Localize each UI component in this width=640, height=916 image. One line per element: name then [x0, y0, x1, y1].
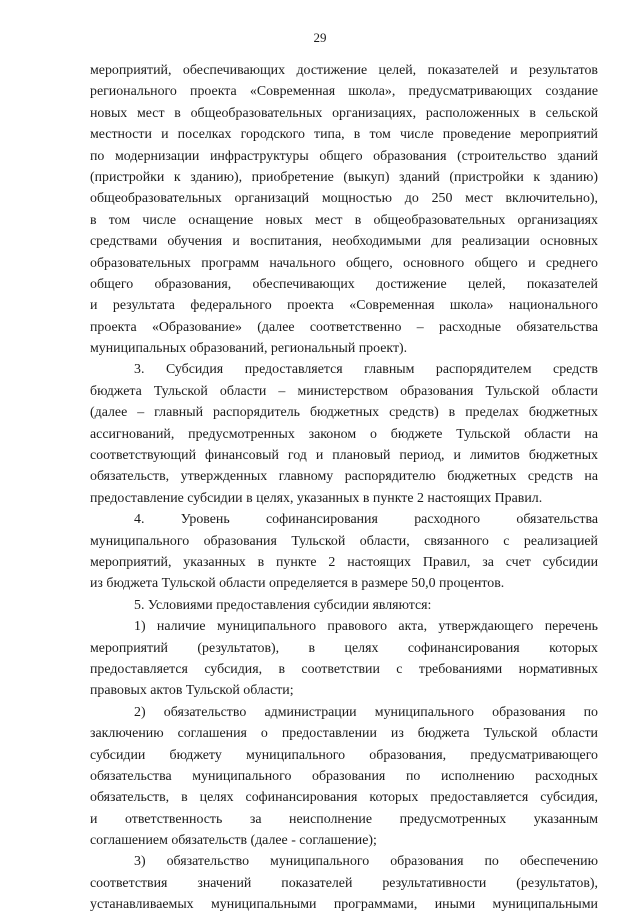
text-line: из бюджета Тульской области определяется в размере 50,0 процентов. — [90, 576, 505, 592]
text-line: (далее – главный распорядитель бюджетных средств) в пределах бюджетных — [90, 405, 598, 421]
text-line: образовательных программ начального общего, основного общего и среднего — [90, 255, 598, 271]
text-line: новых мест в общеобразовательных организациях, расположенных в сельской — [90, 105, 598, 121]
text-line: 3) обязательство муниципального образования по обеспечению — [134, 854, 598, 870]
text-line: субсидии бюджету муниципального образования, предусматривающего — [90, 747, 598, 763]
text-line: и результата федерального проекта «Современная школа» национального — [90, 298, 598, 314]
paragraph — [90, 616, 598, 702]
text-line: и ответственность за неисполнение предусмотренных указанным — [90, 811, 598, 827]
text-line: местности и поселках городского типа, в том числе проведение мероприятий — [90, 127, 598, 143]
text-line: предоставляется субсидия, в соответствии с требованиями нормативных — [90, 661, 598, 677]
paragraph — [90, 702, 598, 852]
paragraph — [90, 509, 598, 595]
text-line: проекта «Образование» (далее соответственно – расходные обязательства — [90, 319, 598, 335]
text-line: обязательства муниципального образования по исполнению расходных — [90, 768, 598, 784]
text-line: по модернизации инфраструктуры общего образования (строительство зданий — [90, 148, 598, 164]
page-number: 29 — [313, 30, 327, 45]
text-line: соглашением обязательств (далее - соглашение); — [90, 833, 377, 849]
text-line: правовых актов Тульской области; — [90, 683, 294, 699]
text-line: заключению соглашения о предоставлении из бюджета Тульской области — [90, 726, 598, 742]
text-line: (пристройки к зданию), приобретение (выкуп) зданий (пристройки к зданию) — [90, 169, 598, 185]
text-line: предоставление субсидии в целях, указанных в пункте 2 настоящих Правил. — [90, 490, 543, 506]
text-line: устанавливаемых муниципальными программами, иными муниципальными — [90, 897, 598, 913]
text-line: муниципальных образований, региональный проект). — [90, 341, 408, 357]
text-line: 1) наличие муниципального правового акта, утверждающего перечень — [134, 619, 598, 635]
text-line: общего образования, обеспечивающих достижение целей, показателей — [90, 276, 598, 292]
paragraph — [90, 595, 598, 616]
text-line: средствами обучения и воспитания, необходимыми для реализации основных — [90, 234, 598, 250]
text-line: регионального проекта «Современная школа», предусматривающих создание — [90, 84, 598, 100]
paragraph — [90, 60, 598, 359]
text-line: 5. Условиями предоставления субсидии являются: — [134, 597, 432, 613]
text-line: общеобразовательных организаций мощностью до 250 мест включительно), — [90, 191, 598, 207]
text-line: 4. Уровень софинансирования расходного обязательства — [134, 512, 598, 528]
text-line: мероприятий (результатов), в целях софинансирования которых — [90, 640, 598, 656]
text-line: мероприятий, обеспечивающих достижение целей, показателей и результатов — [90, 63, 598, 78]
text-line: муниципального образования Тульской области, связанного с реализацией — [90, 533, 598, 549]
text-line: бюджета Тульской области – министерством образования Тульской области — [90, 383, 598, 399]
text-line: мероприятий, указанных в пункте 2 настоящих Правил, за счет субсидии — [90, 554, 598, 570]
text-line: 2) обязательство администрации муниципального образования по — [134, 704, 598, 720]
text-line: соответствия значений показателей результативности (результатов), — [90, 875, 598, 891]
text-line: соответствующий финансовый год и плановый период, и лимитов бюджетных — [90, 448, 598, 464]
text-line: обязательств, в целях софинансирования которых предоставляется субсидия, — [90, 790, 598, 806]
text-line: 3. Субсидия предоставляется главным распорядителем средств — [134, 362, 598, 378]
paragraph — [90, 359, 598, 509]
text-line: в том числе оснащение новых мест в общеобразовательных организациях — [90, 212, 598, 228]
document-body — [90, 60, 598, 916]
text-line: обязательств, утвержденных главному распорядителю бюджетных средств на — [90, 469, 598, 485]
paragraph — [90, 851, 598, 915]
text-line: ассигнований, предусмотренных законом о бюджете Тульской области на — [90, 426, 598, 442]
